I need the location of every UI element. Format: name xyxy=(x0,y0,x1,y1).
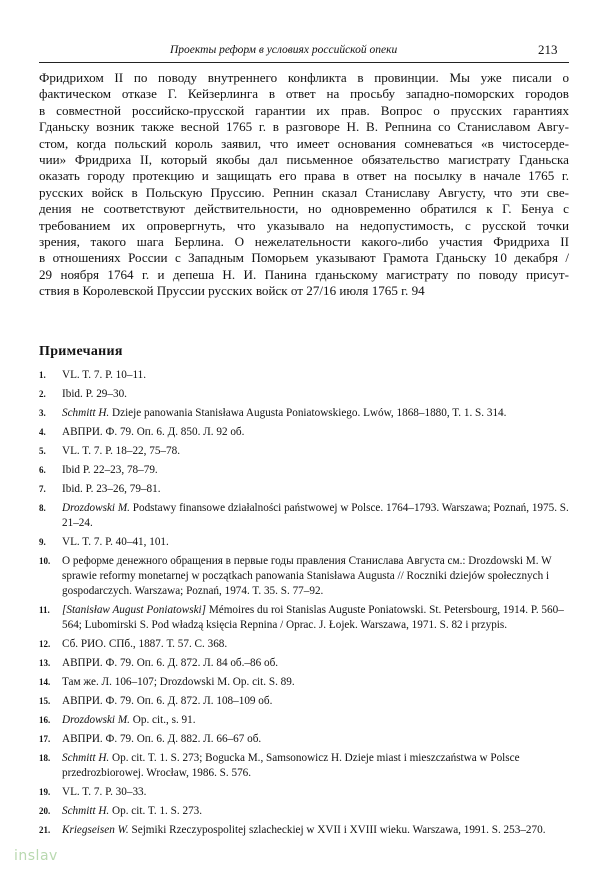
notes-list xyxy=(39,368,569,842)
note-author: Schmitt H. xyxy=(62,752,110,764)
note-body: VL. T. 7. P. 40–41, 101. xyxy=(62,536,169,548)
note-body: Op. cit., s. 91. xyxy=(129,714,196,726)
note-body: Ibid. P. 23–26, 79–81. xyxy=(62,483,161,495)
note-text xyxy=(62,694,569,709)
note-item xyxy=(39,463,569,478)
note-number: 18. xyxy=(39,753,51,763)
body-line: Гданьску возник также весной 1765 г. в разговоре Н. В. Репнина со Станиславом Авгу- xyxy=(39,119,569,135)
note-author: Schmitt H. xyxy=(62,805,110,817)
note-item xyxy=(39,482,569,497)
note-number: 5. xyxy=(39,446,46,456)
note-body: VL. T. 7. P. 10–11. xyxy=(62,369,147,381)
body-line: оказать городу протекцию и защищать его права в ответ на посылку в начале 1765 г. xyxy=(39,168,569,184)
note-text xyxy=(62,463,569,478)
note-number: 10. xyxy=(39,556,51,566)
note-body: VL. T. 7. P. 30–33. xyxy=(62,786,147,798)
body-line: в отношениях России с Западным Поморьем указывают Грамота Гданьску 10 декабря / xyxy=(39,250,569,266)
note-text xyxy=(62,785,569,800)
body-line: ствия в Королевской Пруссии русских войск от 27/16 июля 1765 г. 94 xyxy=(39,283,425,299)
body-text xyxy=(39,70,569,300)
note-text xyxy=(62,751,569,781)
note-body: АВПРИ. Ф. 79. Оп. 6. Д. 872. Л. 108–109 об. xyxy=(62,695,273,707)
body-line: стом, когда польский король заявил, что имеет основания сомневаться «в чистосерде- xyxy=(39,135,569,151)
body-line: в совместной российско-прусской гарантии их прав. Вопрос о прусских гарантиях xyxy=(39,102,569,118)
note-text xyxy=(62,823,569,838)
note-text xyxy=(62,368,569,383)
note-item xyxy=(39,785,569,800)
note-body: О реформе денежного обращения в первые годы правления Станислава Августа см.: Drozdowski M. W sprawie reformy monetarnej w początkach panowania Stanisława Augusta // Roczniki dziejów społecznych i gospodarczych. Warszawa; Poznań, 1974. T. 35. S. 77–92. xyxy=(62,555,552,597)
body-line: русских войск в Польскую Пруссию. Репнин сказал Станиславу Августу, что эти све- xyxy=(39,184,569,200)
note-body: Там же. Л. 106–107; Drozdowski M. Op. cit. S. 89. xyxy=(62,676,295,688)
note-number: 17. xyxy=(39,734,51,744)
note-item xyxy=(39,406,569,421)
note-text xyxy=(62,425,569,440)
note-number: 19. xyxy=(39,787,51,797)
note-text xyxy=(62,554,569,599)
note-item xyxy=(39,751,569,781)
note-body: АВПРИ. Ф. 79. Оп. 6. Д. 882. Л. 66–67 об. xyxy=(62,733,262,745)
note-item xyxy=(39,804,569,819)
body-line: фактическом отказе Г. Кейзерлинга в ответ на просьбу западно-поморских городов xyxy=(39,86,569,102)
note-text xyxy=(62,603,569,633)
note-author: Drozdowski M. xyxy=(62,502,130,514)
note-item xyxy=(39,713,569,728)
note-number: 3. xyxy=(39,408,46,418)
note-body: Op. cit. T. 1. S. 273; Bogucka M., Samsonowicz H. Dzieje miast i mieszczaństwa w Polsce przedrozbiorowej. Wrocław, 1986. S. 576. xyxy=(62,752,520,779)
note-item xyxy=(39,387,569,402)
note-text xyxy=(62,444,569,459)
body-line: 29 ноября 1764 г. и депеша Н. И. Панина гданьскому магистрату по поводу присут- xyxy=(39,266,569,282)
note-number: 16. xyxy=(39,715,51,725)
note-text xyxy=(62,637,569,652)
note-text xyxy=(62,656,569,671)
running-head: Проекты реформ в условиях российской опеки xyxy=(170,44,398,56)
note-number: 12. xyxy=(39,639,51,649)
note-number: 13. xyxy=(39,658,51,668)
note-item xyxy=(39,694,569,709)
note-item xyxy=(39,675,569,690)
note-author: Drozdowski M. xyxy=(62,714,130,726)
note-body: АВПРИ. Ф. 79. Оп. 6. Д. 872. Л. 84 об.–86 об. xyxy=(62,657,279,669)
note-number: 9. xyxy=(39,537,46,547)
note-text xyxy=(62,535,569,550)
note-body: Op. cit. T. 1. S. 273. xyxy=(109,805,203,817)
note-number: 7. xyxy=(39,484,46,494)
note-item xyxy=(39,501,569,531)
note-text xyxy=(62,713,569,728)
note-text xyxy=(62,387,569,402)
note-number: 1. xyxy=(39,370,46,380)
body-line: зрения, такого шага Берлина. О нежелательности какого-либо участия Фридриха II xyxy=(39,234,569,250)
note-text xyxy=(62,501,569,531)
watermark: inslav xyxy=(14,848,58,864)
note-text xyxy=(62,804,569,819)
header-rule xyxy=(39,62,569,63)
body-line: требованием их опровергнуть, что указывало на недопустимость, с русской точки xyxy=(39,217,569,233)
note-number: 6. xyxy=(39,465,46,475)
page-number: 213 xyxy=(538,42,558,57)
note-number: 8. xyxy=(39,503,46,513)
note-body: АВПРИ. Ф. 79. Оп. 6. Д. 850. Л. 92 об. xyxy=(62,426,245,438)
note-body: Mémoires du roi Stanislas Auguste Poniatowski. St. Petersbourg, 1914. P. 560–564; Lubomirski S. Pod władzą księcia Repnina / Oprac. J. Łojek. Warszawa, 1971. S. 82 i przypis. xyxy=(62,604,564,631)
note-item xyxy=(39,554,569,599)
note-author: Schmitt H. xyxy=(62,407,110,419)
note-number: 20. xyxy=(39,806,51,816)
notes-heading: Примечания xyxy=(39,344,123,359)
note-item xyxy=(39,425,569,440)
note-number: 2. xyxy=(39,389,46,399)
note-item xyxy=(39,444,569,459)
note-item xyxy=(39,732,569,747)
note-author: [Stanisław August Poniatowski] xyxy=(62,604,207,616)
note-item xyxy=(39,603,569,633)
note-item xyxy=(39,823,569,838)
note-author: Kriegseisen W. xyxy=(62,824,129,836)
note-body: Сб. РИО. СПб., 1887. Т. 57. С. 368. xyxy=(62,638,228,650)
note-body: Ibid. P. 29–30. xyxy=(62,388,127,400)
note-number: 21. xyxy=(39,825,51,835)
note-body: Dzieje panowania Stanisława Augusta Poniatowskiego. Lwów, 1868–1880, T. 1. S. 314. xyxy=(109,407,507,419)
note-item xyxy=(39,535,569,550)
note-body: Ibid P. 22–23, 78–79. xyxy=(62,464,158,476)
note-number: 11. xyxy=(39,605,50,615)
note-item xyxy=(39,368,569,383)
note-text xyxy=(62,482,569,497)
note-number: 15. xyxy=(39,696,51,706)
body-line: Фридрихом II по поводу внутреннего конфликта в провинции. Мы уже писали о xyxy=(39,70,569,85)
body-line: чии» Фридриха II, который якобы дал письменное обязательство магистрату Гданьска xyxy=(39,152,569,168)
note-body: Podstawy finansowe działalności państwowej w Polsce. 1764–1793. Warszawa; Poznań, 1975. S. 21–24. xyxy=(62,502,569,529)
note-item xyxy=(39,637,569,652)
note-body: VL. T. 7. P. 18–22, 75–78. xyxy=(62,445,180,457)
note-text xyxy=(62,675,569,690)
note-body: Sejmiki Rzeczypospolitej szlacheckiej w XVII i XVIII wieku. Warszawa, 1991. S. 253–270. xyxy=(128,824,546,836)
note-text xyxy=(62,732,569,747)
body-line: дения не соответствуют действительности, но одновременно обратился к Г. Бенуа с xyxy=(39,201,569,217)
note-text xyxy=(62,406,569,421)
note-number: 14. xyxy=(39,677,51,687)
note-number: 4. xyxy=(39,427,46,437)
note-item xyxy=(39,656,569,671)
